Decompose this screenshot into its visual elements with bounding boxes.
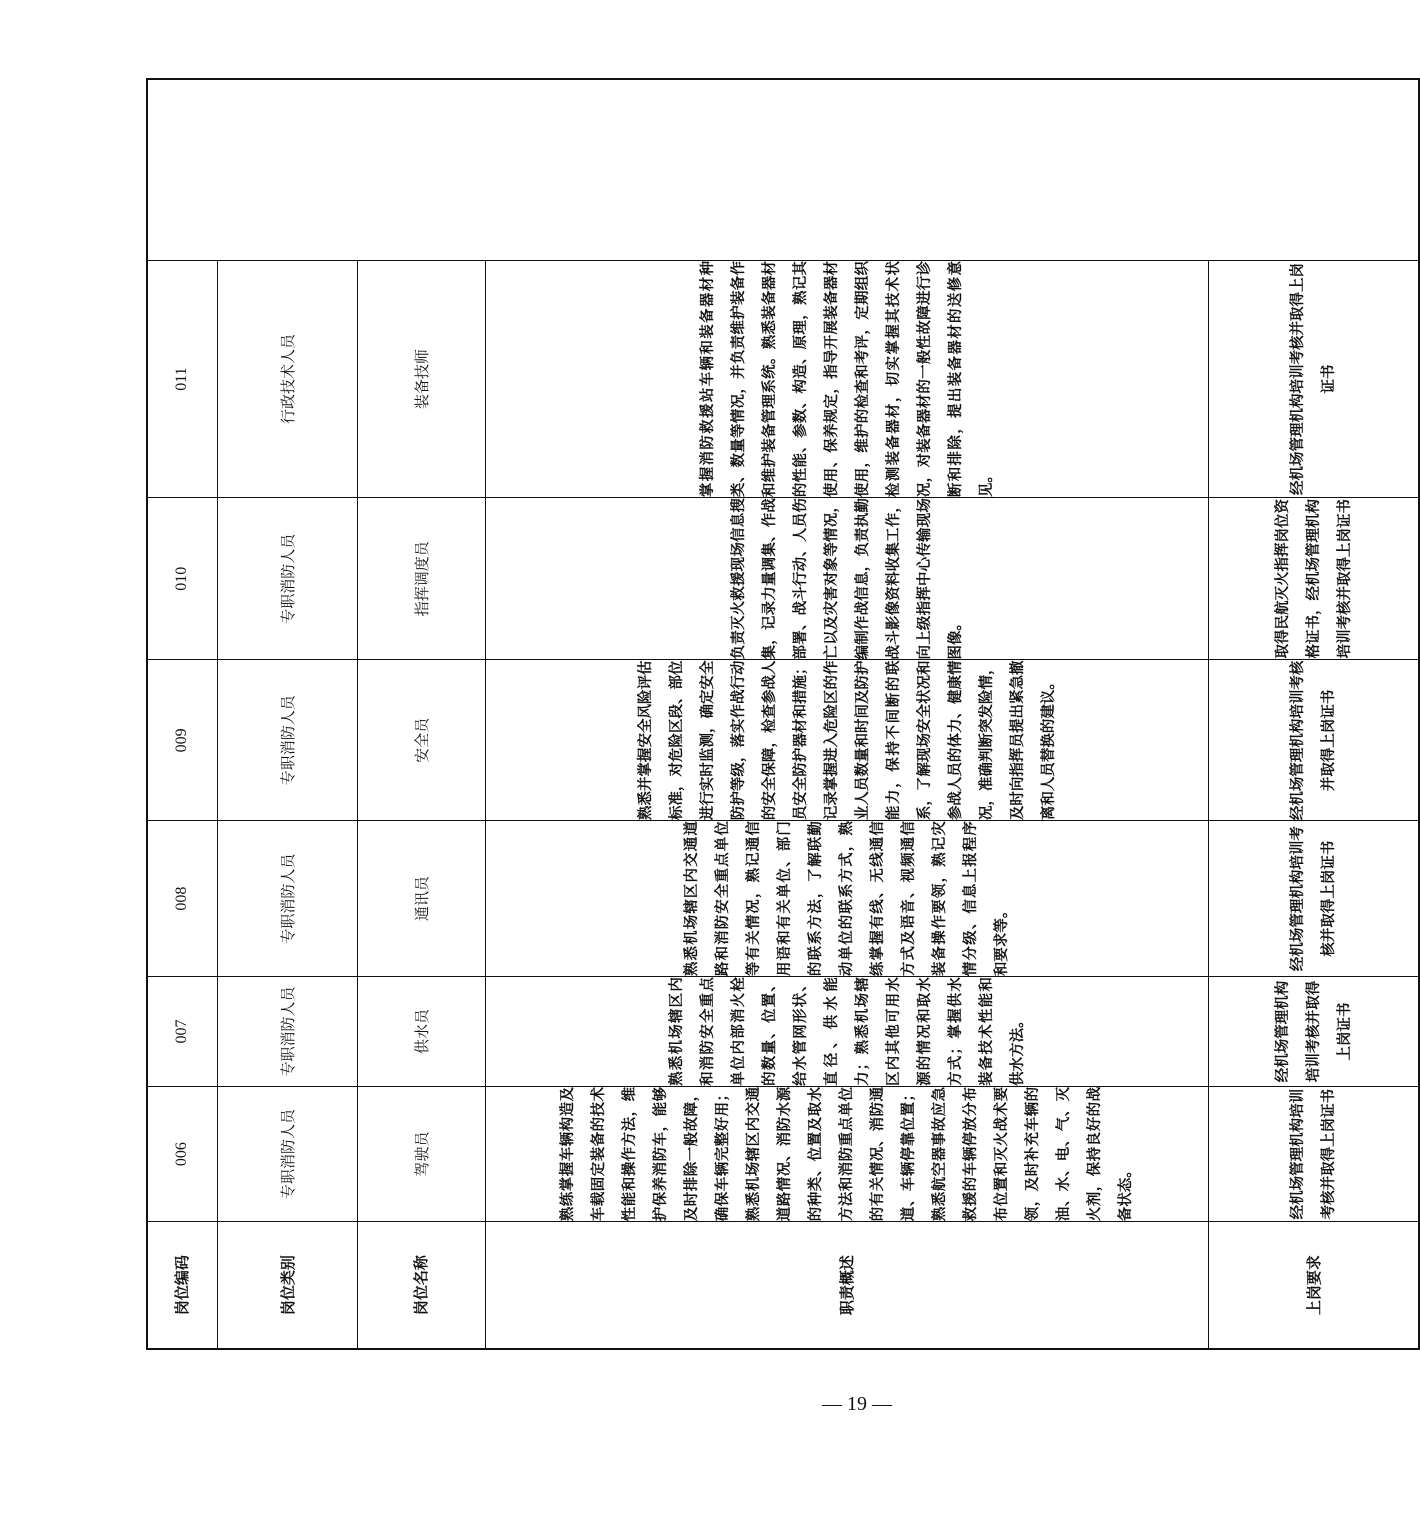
cell-code-009: 009: [147, 660, 217, 821]
cell-code-008: 008: [147, 821, 217, 977]
cell-name-011: 装备技师: [357, 260, 485, 497]
header-duties: 职责概述: [485, 1222, 1208, 1349]
cell-code-006: 006: [147, 1086, 217, 1221]
cell-name-008: 通讯员: [357, 821, 485, 977]
cell-name-010: 指挥调度员: [357, 498, 485, 660]
cell-requirements-006: 经机场管理机构培训考核并取得上岗证书: [1208, 1086, 1419, 1221]
header-code: 岗位编码: [147, 1222, 217, 1349]
cell-name-009: 安全员: [357, 660, 485, 821]
header-category: 岗位类别: [217, 1222, 357, 1349]
cell-name-007: 供水员: [357, 977, 485, 1087]
rotated-job-table-container: [146, 78, 1353, 1350]
cell-duties-011: 掌握消防救援站车辆和装备器材种类、数量等情况，并负责维护装备作和维护装备管理系统。熟悉装备器材的性能、参数、构造、原理，熟记其使用、保养规定，指导开展装备器材使用，维护的检查和考评，定期组织检测装备器材，切实掌握其技术状况，对装备器材的一般性故障进行诊断和排除，提出装备器材的送修意见。: [485, 260, 1208, 497]
cell-requirements-008: 经机场管理机构培训考核并取得上岗证书: [1208, 821, 1419, 977]
cell-category-009: 专职消防人员: [217, 660, 357, 821]
page-number: — 19 —: [822, 1393, 892, 1415]
cell-requirements-009: 经机场管理机构培训考核并取得上岗证书: [1208, 660, 1419, 821]
cell-category-011: 行政技术人员: [217, 260, 357, 497]
cell-requirements-010: 取得民航灭火指挥岗位资格证书，经机场管理机构培训考核并取得上岗证书: [1208, 498, 1419, 660]
cell-duties-010: 负责灭火救援现场信息搜集，记录力量调集、作战部署、战斗行动、人员伤亡以及灾害对象等情况，编制作战信息，负责执勤战斗影像资料收集工作，向上级指挥中心传输现场图像。: [485, 498, 1208, 660]
cell-code-007: 007: [147, 977, 217, 1087]
cell-requirements-011: 经机场管理机构培训考核并取得上岗证书: [1208, 260, 1419, 497]
cell-code-010: 010: [147, 498, 217, 660]
header-requirements: 上岗要求: [1208, 1222, 1419, 1349]
cell-requirements-007: 经机场管理机构培训考核并取得上岗证书: [1208, 977, 1419, 1087]
cell-duties-007: 熟悉机场辖区内和消防安全重点单位内部消火栓的数量、位置、给水管网形状、直径、供水能力；熟悉机场辖区内其他可用水源的情况和取水方式；掌握供水装备技术性能和供水方法。: [485, 977, 1208, 1087]
cell-duties-006: 熟练掌握车辆构造及车载固定装备的技术性能和操作方法，维护保养消防车，能够及时排除一般故障，确保车辆完整好用；熟悉机场辖区内交通道路情况、消防水源的种类、位置及取水方法和消防重点单位的有关情况、消防通道、车辆停靠位置；熟悉航空器事故应急救援的车辆停放分布布位置和灭火战术要领，及时补充车辆的油、水、电、气、灭火剂，保持良好的战备状态。: [485, 1086, 1208, 1221]
cell-duties-009: 熟悉并掌握安全风险评估标准，对危险区段、部位进行实时监测，确定安全防护等级，落实作战行动的安全保障，检查参战人员安全防护器材和措施；记录掌握进入危险区的作业人员数量和时间及防护能力，保持不间断的联系，了解现场安全状况和参战人员的体力、健康情况，准确判断突发险情，及时向指挥员提出紧急撤离和人员替换的建议。: [485, 660, 1208, 821]
cell-category-010: 专职消防人员: [217, 498, 357, 660]
cell-name-006: 驾驶员: [357, 1086, 485, 1221]
cell-category-008: 专职消防人员: [217, 821, 357, 977]
cell-duties-008: 熟悉机场辖区内交通道路和消防安全重点单位等有关情况，熟记通信用语和有关单位、部门的联系方法，了解联勤动单位的联系方式，熟练掌握有线、无线通信方式及语音、视频通信装备操作要领，熟记灾情分级、信息上报程序和要求等。: [485, 821, 1208, 977]
header-name: 岗位名称: [357, 1222, 485, 1349]
cell-category-006: 专职消防人员: [217, 1086, 357, 1221]
cell-category-007: 专职消防人员: [217, 977, 357, 1087]
cell-code-011: 011: [147, 260, 217, 497]
job-description-table: [146, 78, 1420, 1350]
